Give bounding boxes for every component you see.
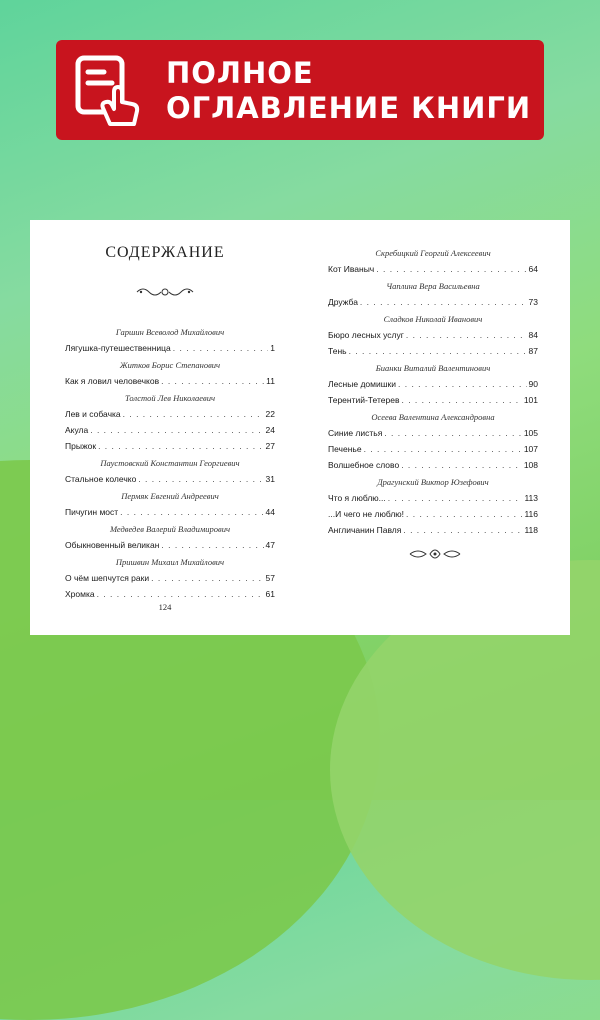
toc-entry-page: 84 (528, 330, 538, 340)
toc-entry-page: 27 (265, 441, 275, 451)
toc-entry-title: Терентий-Тетерев (328, 395, 400, 405)
toc-entry (328, 441, 538, 457)
toc-entry-title: Лягушка-путешественница (65, 343, 171, 353)
toc-entry-page: 57 (265, 573, 275, 583)
dot-leader (123, 406, 264, 422)
toc-entry (65, 471, 275, 487)
banner (56, 40, 544, 140)
section-gap (328, 538, 538, 540)
toc-entry-page: 90 (528, 379, 538, 389)
toc-entry-page: 73 (528, 297, 538, 307)
toc-entry (328, 294, 538, 310)
toc-entry-page: 116 (524, 509, 538, 519)
toc-entry (65, 438, 275, 454)
dot-leader (401, 392, 521, 408)
toc-entry (65, 570, 275, 586)
author-name: Пермяк Евгений Андреевич (121, 491, 219, 501)
dot-leader (173, 340, 269, 356)
dot-leader (398, 376, 527, 392)
toc-entry-page: 101 (523, 395, 538, 405)
author-name: Чаплина Вера Васильевна (386, 281, 480, 291)
left-page (30, 220, 300, 635)
toc-entry (328, 506, 538, 522)
dot-leader (376, 261, 526, 277)
toc-entry-title: Обыкновенный великан (65, 540, 160, 550)
banner-title (166, 56, 531, 126)
toc-entry-title: Англичанин Павля (328, 525, 402, 535)
dot-leader (406, 327, 527, 343)
toc-entry-title: О чём шепчутся раки (65, 573, 150, 583)
book-spread (30, 220, 570, 635)
toc-entry-page: 22 (265, 409, 275, 419)
toc-entry-title: Бюро лесных услуг (328, 330, 404, 340)
toc-entry (65, 586, 275, 602)
toc-entry-page: 44 (265, 507, 275, 517)
author-name: Гаршин Всеволод Михайлович (115, 327, 225, 337)
toc-entry-title: Акула (65, 425, 89, 435)
toc-entry (328, 522, 538, 538)
toc-entry-page: 64 (528, 264, 538, 274)
toc-entry (328, 392, 538, 408)
right-page (300, 220, 570, 635)
toc-entry (65, 340, 275, 356)
toc-entry-title: Лесные домишки (328, 379, 397, 389)
toc-entry-page: 31 (265, 474, 275, 484)
author-name: Бианки Виталий Валентинович (375, 363, 491, 373)
toc-entry-page: 87 (528, 346, 538, 356)
toc-entry-title: Как я ловил человечков (65, 376, 160, 386)
ornament-icon (135, 286, 195, 298)
toc-entry-page: 24 (265, 425, 275, 435)
toc-entry-title: Волшебное слово (328, 460, 400, 470)
toc-entry-title: Прыжок (65, 441, 97, 451)
toc-entry-title: Дружба (328, 297, 358, 307)
page-heading: СОДЕРЖАНИЕ (105, 244, 225, 261)
toc-entry-page: 108 (523, 460, 538, 470)
toc-entry-page: 105 (523, 428, 538, 438)
toc-entry-title: Печенье (328, 444, 362, 454)
dot-leader (161, 373, 264, 389)
dot-leader (97, 586, 264, 602)
author-name: Медведев Валерий Владимирович (109, 524, 231, 534)
dot-leader (388, 490, 523, 506)
dot-leader (384, 425, 522, 441)
toc-entry-title: Лев и собачка (65, 409, 121, 419)
toc-entry-title: Кот Иваныч (328, 264, 375, 274)
toc-entry-title: ...И чего не люблю! (328, 509, 405, 519)
author-name: Сладков Николай Иванович (383, 314, 483, 324)
toc-entry (328, 490, 538, 506)
author-name: Скребицкий Георгий Алексеевич (375, 248, 491, 258)
toc-entry-page: 118 (524, 525, 538, 535)
toc-entry (65, 504, 275, 520)
toc-entry-page: 11 (266, 376, 275, 386)
toc-entry (328, 343, 538, 359)
dot-leader (364, 441, 522, 457)
toc-entry (328, 376, 538, 392)
toc-entry-title: Синие листья (328, 428, 383, 438)
banner-title-line: ОГЛАВЛЕНИЕ КНИГИ (166, 91, 532, 125)
toc-entry (328, 261, 538, 277)
toc-entry-page: 113 (524, 493, 538, 503)
dot-leader (403, 522, 522, 538)
toc-entry (328, 327, 538, 343)
dot-leader (360, 294, 527, 310)
toc-entry-page: 1 (270, 343, 275, 353)
toc-entry-title: Тень (328, 346, 347, 356)
dot-leader (349, 343, 527, 359)
toc-entry (65, 537, 275, 553)
toc-entry-title: Хромка (65, 589, 95, 599)
author-name: Толстой Лев Николаевич (124, 393, 216, 403)
toc-entry (328, 425, 538, 441)
dot-leader (406, 506, 522, 522)
toc-entry-page: 47 (265, 540, 275, 550)
dot-leader (161, 537, 263, 553)
dot-leader (120, 504, 263, 520)
toc-entry (328, 457, 538, 473)
dot-leader (401, 457, 522, 473)
toc-column-right (328, 246, 538, 540)
toc-entry-page: 61 (265, 589, 275, 599)
toc-entry-title: Пичугин мост (65, 507, 119, 517)
toc-entry (65, 373, 275, 389)
toc-entry-title: Что я люблю... (328, 493, 386, 503)
dot-leader (151, 570, 263, 586)
page-number: 124 (158, 602, 172, 612)
author-name: Пришвин Михаил Михайлович (115, 557, 225, 567)
toc-entry (65, 406, 275, 422)
toc-entry-page: 107 (523, 444, 538, 454)
dot-leader (98, 438, 263, 454)
author-name: Житков Борис Степанович (119, 360, 221, 370)
dot-leader (90, 422, 263, 438)
toc-entry-title: Стальное колечко (65, 474, 137, 484)
toc-column-left (65, 325, 275, 604)
toc-entry (65, 422, 275, 438)
dot-leader (138, 471, 263, 487)
author-name: Осеева Валентина Александровна (371, 412, 495, 422)
document-tap-icon (70, 52, 146, 128)
ornament-icon (408, 546, 462, 562)
author-name: Паустовский Константин Георгиевич (100, 458, 240, 468)
author-name: Драгунский Виктор Юзефович (377, 477, 489, 487)
banner-title-line: ПОЛНОЕ (166, 56, 314, 90)
